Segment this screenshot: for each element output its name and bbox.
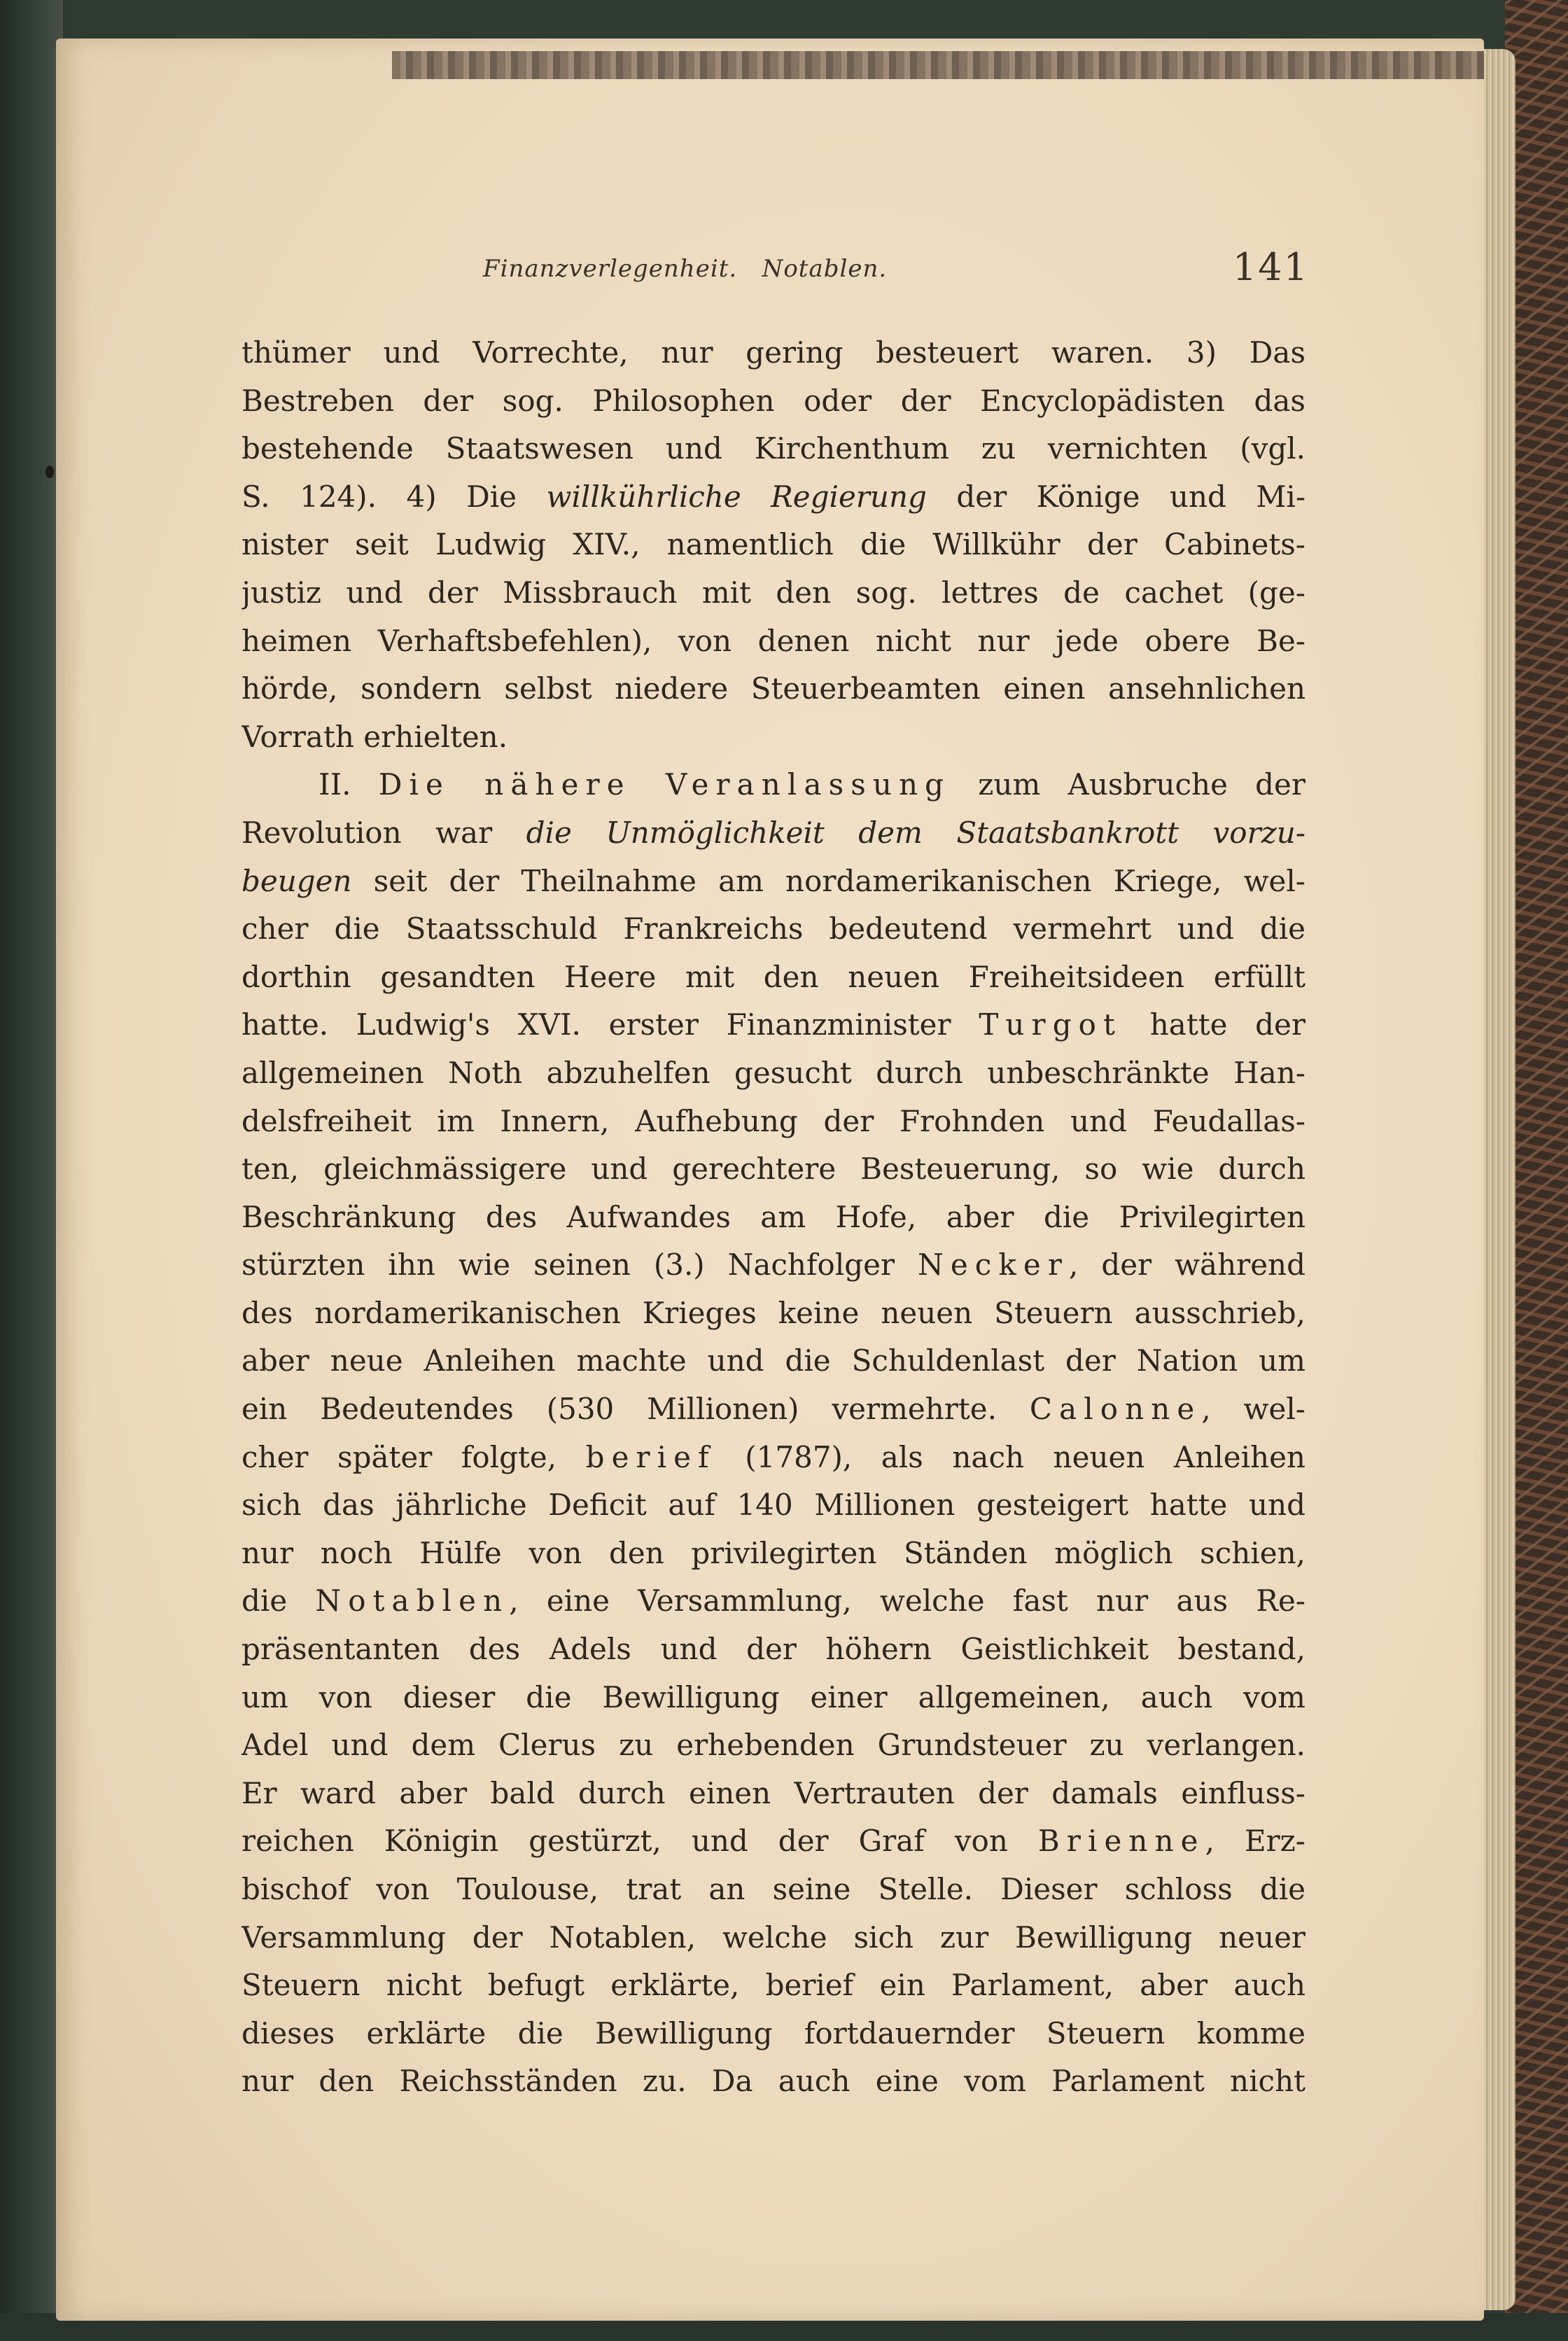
text-line: dorthin gesandten Heere mit den neuen Freiheitsideen erfüllt <box>241 959 1306 994</box>
text-line: nur noch Hülfe von den privilegirten Ständen möglich schien, <box>241 1535 1306 1570</box>
page-top-edge <box>392 51 1484 79</box>
text-line: beugen seit der Theilnahme am nordamerikanischen Kriege, wel- <box>241 863 1306 898</box>
text-line: heimen Verhaftsbefehlen), von denen nicht nur jede obere Be- <box>241 623 1306 658</box>
emphasis-spaced: Calonne <box>1029 1392 1202 1427</box>
text-line: hörde, sondern selbst niedere Steuerbeamten einen ansehnlichen <box>241 671 1306 706</box>
text-line: Beschränkung des Aufwandes am Hofe, aber die Privilegirten <box>241 1199 1306 1234</box>
margin-ink-mark <box>46 466 54 478</box>
text-line: präsentanten des Adels und der höhern Geistlichkeit bestand, <box>241 1632 1306 1667</box>
page-number: 141 <box>1232 245 1309 289</box>
text-line: thümer und Vorrechte, nur gering besteuert waren. 3) Das <box>241 335 1306 370</box>
text-line: stürzten ihn wie seinen (3.) Nachfolger Necker, der während <box>241 1248 1306 1283</box>
emphasis-spaced: Necker <box>918 1248 1070 1283</box>
text-line: Revolution war die Unmöglichkeit dem Staatsbankrott vorzu- <box>241 815 1306 850</box>
text-line: hatte. Ludwig's XVI. erster Finanzminister Turgot hatte der <box>241 1007 1306 1042</box>
emphasis-italic: willkührliche Regierung <box>546 479 927 514</box>
text-line: Er ward aber bald durch einen Vertrauten der damals einfluss- <box>241 1775 1306 1810</box>
text-line: um von dieser die Bewilligung einer allgemeinen, auch vom <box>241 1679 1306 1714</box>
emphasis-spaced: Notablen <box>315 1584 510 1619</box>
text-line: reichen Königin gestürzt, und der Graf von Brienne, Erz- <box>241 1824 1306 1859</box>
text-line: S. 124). 4) Die willkührliche Regierung der Könige und Mi- <box>241 479 1306 514</box>
emphasis-spaced: berief <box>585 1439 716 1474</box>
emphasis-italic: die Unmöglichkeit dem Staatsbankrott vorzu- <box>526 815 1306 850</box>
emphasis-spaced: Brienne <box>1037 1824 1205 1859</box>
emphasis-spaced: Die nähere Veranlassung <box>378 767 951 802</box>
text-line: des nordamerikanischen Krieges keine neuen Steuern ausschrieb, <box>241 1295 1306 1330</box>
text-line: bestehende Staatswesen und Kirchenthum zu vernichten (vgl. <box>241 431 1306 466</box>
text-line: Adel und dem Clerus zu erhebenden Grundsteuer zu verlangen. <box>241 1728 1306 1763</box>
text-line: cher die Staatsschuld Frankreichs bedeutend vermehrt und die <box>241 911 1306 946</box>
emphasis-italic: beugen <box>241 863 352 898</box>
text-line: ten, gleichmässigere und gerechtere Besteuerung, so wie durch <box>241 1152 1306 1187</box>
text-line: Steuern nicht befugt erklärte, berief ein Parlament, aber auch <box>241 1968 1306 2003</box>
text-line: delsfreiheit im Innern, Aufhebung der Frohnden und Feudallas- <box>241 1103 1306 1138</box>
body-text <box>241 329 1306 2106</box>
text-line: die Notablen, eine Versammlung, welche fast nur aus Re- <box>241 1584 1306 1619</box>
text-line: cher später folgte, berief (1787), als nach neuen Anleihen <box>241 1439 1306 1474</box>
text-line: justiz und der Missbrauch mit den sog. lettres de cachet (ge- <box>241 575 1306 610</box>
text-line: sich das jährliche Deficit auf 140 Millionen gesteigert hatte und <box>241 1488 1306 1523</box>
running-title: Finanzverlegenheit. Notablen. <box>483 255 888 283</box>
text-line: Bestreben der sog. Philosophen oder der Encyclopädisten das <box>241 383 1306 418</box>
text-line: nur den Reichsständen zu. Da auch eine vom Parlament nicht <box>241 2064 1306 2099</box>
text-line: nister seit Ludwig XIV., namentlich die Willkühr der Cabinets- <box>241 527 1306 562</box>
text-line: bischof von Toulouse, trat an seine Stelle. Dieser schloss die <box>241 1872 1306 1906</box>
emphasis-spaced: Turgot <box>979 1007 1122 1042</box>
text-line: allgemeinen Noth abzuhelfen gesucht durch unbeschränkte Han- <box>241 1055 1306 1090</box>
text-line: ein Bedeutendes (530 Millionen) vermehrte. Calonne, wel- <box>241 1392 1306 1427</box>
text-line: Vorrath erhielten. <box>241 719 508 754</box>
text-line: Versammlung der Notablen, welche sich zur Bewilligung neuer <box>241 1920 1306 1955</box>
running-head <box>483 245 1309 294</box>
text-line: II. Die nähere Veranlassung zum Ausbruche der <box>318 767 1306 802</box>
text-line: dieses erklärte die Bewilligung fortdauernder Steuern komme <box>241 2015 1306 2050</box>
text-line: aber neue Anleihen machte und die Schuldenlast der Nation um <box>241 1343 1306 1378</box>
book-cover-left <box>0 0 63 2341</box>
